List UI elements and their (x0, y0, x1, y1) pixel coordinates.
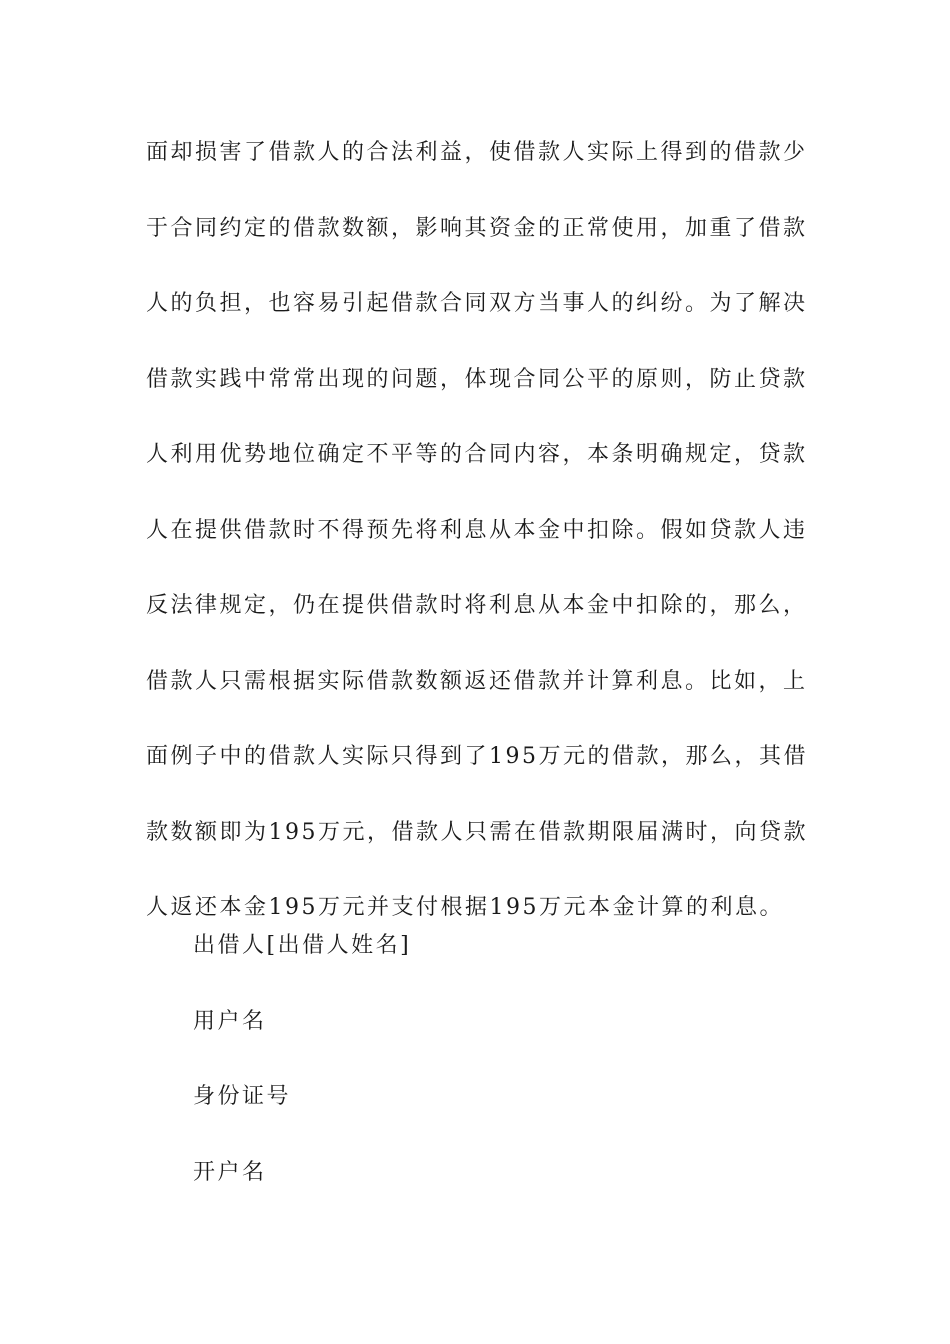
paragraph-line: 人返还本金195万元并支付根据195万元本金计算的利息。 (146, 895, 784, 920)
paragraph-line: 款数额即为195万元，借款人只需在借款期限届满时，向贷款 (146, 819, 808, 845)
account-name-label: 开户名 (193, 1159, 267, 1185)
paragraph-line: 人利用优势地位确定不平等的合同内容，本条明确规定，贷款 (146, 442, 808, 467)
id-number-label: 身份证号 (193, 1084, 292, 1109)
paragraph-line: 借款实践中常常出现的问题，体现合同公平的原则，防止贷款 (146, 366, 808, 392)
paragraph-line: 于合同约定的借款数额，影响其资金的正常使用，加重了借款 (146, 215, 808, 241)
lender-info-fields (193, 926, 411, 1228)
body-paragraph (146, 133, 806, 964)
paragraph-line: 借款人只需根据实际借款数额返还借款并计算利息。比如，上 (146, 668, 808, 694)
paragraph-line: 面例子中的借款人实际只得到了195万元的借款，那么，其借 (146, 744, 808, 769)
paragraph-line: 人在提供借款时不得预先将利息从本金中扣除。假如贷款人违 (146, 517, 808, 543)
paragraph-line: 人的负担，也容易引起借款合同双方当事人的纠纷。为了解决 (146, 291, 808, 316)
paragraph-line: 反法律规定，仍在提供借款时将利息从本金中扣除的，那么， (146, 593, 808, 618)
lender-name-label: 出借人[出借人姓名] (193, 933, 412, 958)
username-label: 用户名 (193, 1008, 267, 1034)
paragraph-line: 面却损害了借款人的合法利益，使借款人实际上得到的借款少 (146, 140, 808, 165)
